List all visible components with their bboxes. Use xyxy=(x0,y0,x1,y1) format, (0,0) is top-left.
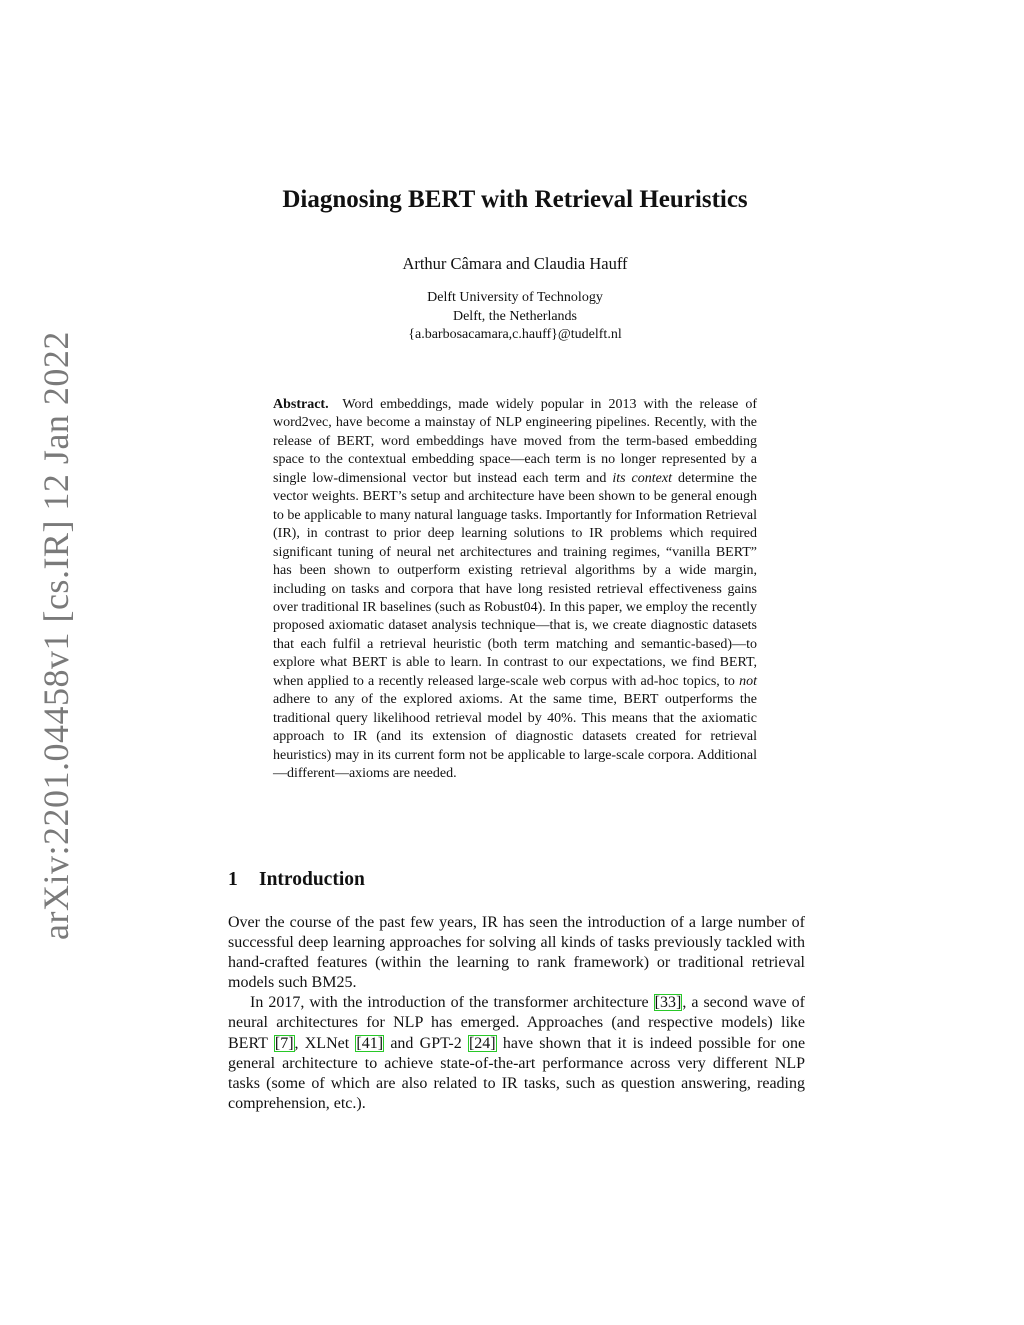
section-heading-introduction xyxy=(228,869,365,891)
intro-p2-text-b: , a second wave of neural architectures for NLP has emerged. Approaches (and respective models) like BERT xyxy=(228,994,805,1052)
intro-paragraph-1: Over the course of the past few years, IR has seen the introduction of a large number of successful deep learning approaches for solving all kinds of tasks previously tackled with hand-crafted features (within the learning to rank framework) or traditional retrieval models such BM25. xyxy=(228,914,805,992)
citation-link-7[interactable]: [7] xyxy=(274,1034,294,1052)
section-title: Introduction xyxy=(259,869,365,890)
introduction-body xyxy=(228,913,805,1114)
abstract-text-part-1: Word embeddings, made widely popular in 2013 with the release of word2vec, have become a mainstay of NLP engineering pipelines. Recently, with the release of BERT, word embeddings have moved from the term-based embedding space to the contextual embedding space—each term is no longer represented by a single low-dimensional vector but instead each term and xyxy=(273,397,758,486)
citation-link-24[interactable]: [24] xyxy=(468,1034,496,1052)
abstract-text-part-3: adhere to any of the explored axioms. At the same time, BERT outperforms the traditional query likelihood retrieval model by 40%. This means that the axiomatic approach to IR (and its extension of diagnostic datasets created for retrieval heuristics) may in its current form not be applicable to large-scale corpora. Additional—different—axioms are needed. xyxy=(273,692,757,782)
intro-p2-text-e: have shown that it is indeed possible for one general architecture to achieve state-of-the-art performance across very different NLP tasks (some of which are also related to IR tasks, such as question answering, reading comprehension, etc.). xyxy=(228,1034,806,1112)
abstract-label: Abstract. xyxy=(273,397,329,412)
intro-p2-text-c: , XLNet xyxy=(294,1034,350,1052)
section-number: 1 xyxy=(228,869,238,890)
intro-p2-text-d: and GPT-2 xyxy=(390,1034,462,1052)
affiliation-institution: Delft University of Technology xyxy=(427,290,603,305)
abstract xyxy=(273,396,757,784)
affiliation-location: Delft, the Netherlands xyxy=(452,308,577,324)
affiliation-block xyxy=(0,289,1024,345)
intro-paragraph-2 xyxy=(228,993,805,1114)
intro-p2-text-a: In 2017, with the introduction of the transformer architecture xyxy=(250,994,649,1012)
abstract-text-part-2: determine the vector weights. BERT’s setup and architecture have been shown to be general enough to be applicable to many natural language tasks. Importantly for Information Retrieval (IR), in contrast to prior deep learning solutions to IR problems which required significant tuning of neural net architectures and training regimes, “vanilla BERT” has been shown to outperform existing retrieval algorithms by a wide margin, including on tasks and corpora that have long resisted retrieval effectiveness gains over traditional IR baselines (such as Robust04). In this paper, we employ the recently proposed axiomatic dataset analysis technique—that is, we create diagnostic datasets that each fulfil a retrieval heuristic (both term matching and semantic-based)—to explore what BERT is able to learn. In contrast to our expectations, we find BERT, when applied to a recently released large-scale web corpus with ad-hoc topics, to xyxy=(273,470,758,689)
abstract-emphasis-not: not xyxy=(739,673,758,689)
abstract-emphasis-its-context: its context xyxy=(612,470,672,486)
paper-title: Diagnosing BERT with Retrieval Heuristics xyxy=(282,186,748,213)
author-list: Arthur Câmara and Claudia Hauff xyxy=(402,254,628,273)
citation-link-41[interactable]: [41] xyxy=(356,1034,384,1052)
citation-link-33[interactable]: [33] xyxy=(654,994,682,1012)
arxiv-identifier: arXiv:2201.04458v1 [cs.IR] 12 Jan 2022 xyxy=(36,331,76,940)
author-email: {a.barbosacamara,c.hauff}@tudelft.nl xyxy=(408,327,622,342)
